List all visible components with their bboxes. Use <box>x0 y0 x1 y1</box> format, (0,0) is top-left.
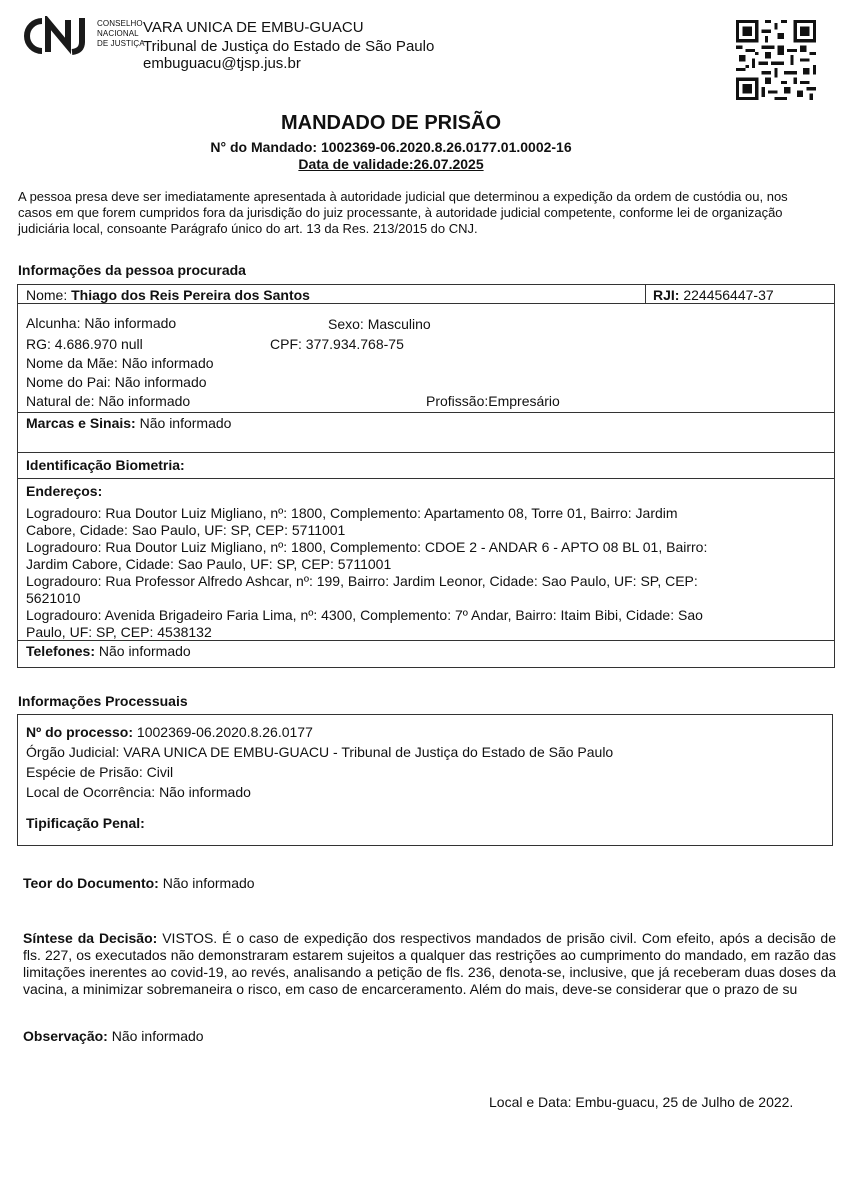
name-label: Nome: <box>26 287 68 303</box>
judicial-organ-field: Órgão Judicial: VARA UNICA DE EMBU-GUACU - Tribunal de Justiça do Estado de São Paulo <box>26 744 614 760</box>
observation-value: Não informado <box>111 1028 204 1044</box>
intro-paragraph: A pessoa presa deve ser imediatamente apresentada à autoridade judicial que determinou a expedição da ordem de custódia ou, nos casos em que forem cumpridos fora da jurisdição do juiz processante, à autoridade judicial competente, conforme lei de organização judiciária local, consoante Parágrafo único do art. 13 da Res. 213/2015 do CNJ. <box>18 189 788 237</box>
phones-label: Telefones: <box>26 643 95 659</box>
cnj-logo-mark <box>20 16 96 56</box>
father-field: Nome do Pai: Não informado <box>26 374 207 390</box>
mother-field: Nome da Mãe: Não informado <box>26 355 214 371</box>
warrant-number-label: N° do Mandado: <box>210 139 318 155</box>
profession-field: Profissão:Empresário <box>426 393 560 409</box>
penal-typification-label: Tipificação Penal: <box>26 815 145 831</box>
logo-subtitle-3: DE JUSTIÇA <box>97 39 145 48</box>
address-item: Logradouro: Rua Doutor Luiz Migliano, nº: 1800, Complemento: CDOE 2 - ANDAR 6 - APTO 08 BL 01, Bairro: Jardim Cabore, Cidade: Sao Paulo, UF: SP, CEP: 5711001 <box>26 539 708 572</box>
decision-summary <box>23 930 836 998</box>
phones-field <box>26 643 191 659</box>
place-and-date: Local e Data: Embu-guacu, 25 de Julho de 2022. <box>489 1094 794 1110</box>
person-section-title: Informações da pessoa procurada <box>18 262 246 278</box>
marks-label: Marcas e Sinais: <box>26 415 136 431</box>
rg-field: RG: 4.686.970 null <box>26 336 143 352</box>
marks-value: Não informado <box>139 415 232 431</box>
validity-text <box>298 156 483 172</box>
divider <box>645 284 646 304</box>
observation-field <box>23 1028 204 1044</box>
address-list <box>26 505 826 641</box>
observation-label: Observação: <box>23 1028 108 1044</box>
person-name-field <box>26 287 310 303</box>
validity-date: 26.07.2025 <box>413 156 484 172</box>
sintese-text: VISTOS. É o caso de expedição dos respectivos mandados de prisão civil. Com efeito, após a decisão de fls. 227, os executados não demonstraram estarem sujeitos a qualquer das restrições ao cumprimento do mandado, em razão das limitações inerentes ao covid-19, ao revés, analisando a petição de fls. 236, denota-se, inclusive, que já receberam duas doses da vacina, a minimizar sobremaneira o risco, em caso de encarceramento. Além do mais, deve-se considerar que o prazo de su <box>23 930 836 997</box>
biometrics-label: Identificação Biometria: <box>26 457 185 473</box>
warrant-number: 1002369-06.2020.8.26.0177.01.0002-16 <box>320 139 572 155</box>
validity-line <box>0 156 782 172</box>
occurrence-location-field: Local de Ocorrência: Não informado <box>26 784 251 800</box>
cpf-field: CPF: 377.934.768-75 <box>270 336 404 352</box>
person-name: Thiago dos Reis Pereira dos Santos <box>71 287 310 303</box>
court-email: embuguacu@tjsp.jus.br <box>143 55 301 72</box>
cnj-logo <box>20 16 145 56</box>
rji-label: RJI: <box>653 287 680 303</box>
process-section-title: Informações Processuais <box>18 693 188 709</box>
phones-value: Não informado <box>98 643 191 659</box>
teor-value: Não informado <box>162 875 255 891</box>
divider <box>17 412 835 413</box>
validity-label: Data de validade: <box>298 156 414 172</box>
teor-label: Teor do Documento: <box>23 875 159 891</box>
process-number: 1002369-06.2020.8.26.0177 <box>136 724 313 740</box>
logo-subtitle-2: NACIONAL <box>97 29 139 38</box>
sintese-label: Síntese da Decisão: <box>23 930 158 946</box>
sex-field: Sexo: Masculino <box>328 316 431 332</box>
addresses-label: Endereços: <box>26 483 103 499</box>
rji-field <box>653 287 774 303</box>
logo-subtitle-1: CONSELHO <box>97 19 143 28</box>
divider <box>17 478 835 479</box>
marks-field <box>26 415 231 431</box>
divider <box>17 303 835 304</box>
address-item: Logradouro: Avenida Brigadeiro Faria Lima, nº: 4300, Complemento: 7º Andar, Bairro: Itaim Bibi, Cidade: Sao Paulo, UF: SP, CEP: 4538132 <box>26 607 703 640</box>
document-content-field <box>23 875 255 891</box>
address-item: Logradouro: Rua Professor Alfredo Ashcar, nº: 199, Bairro: Jardim Leonor, Cidade: Sao Paulo, UF: SP, CEP: 5621010 <box>26 573 698 606</box>
arrest-type-field: Espécie de Prisão: Civil <box>26 764 174 780</box>
court-name: VARA UNICA DE EMBU-GUACU <box>143 19 364 36</box>
tribunal-name: Tribunal de Justiça do Estado de São Paulo <box>143 38 435 55</box>
process-number-label: Nº do processo: <box>26 724 134 740</box>
alias-field: Alcunha: Não informado <box>26 315 177 331</box>
qr-code-icon <box>736 20 816 100</box>
warrant-number-line <box>0 139 782 155</box>
rji-value: 224456447-37 <box>683 287 774 303</box>
document-title: MANDADO DE PRISÃO <box>280 112 501 134</box>
address-item: Logradouro: Rua Doutor Luiz Migliano, nº: 1800, Complemento: Apartamento 08, Torre 01, Bairro: Jardim Cabore, Cidade: Sao Paulo, UF: SP, CEP: 5711001 <box>26 505 678 538</box>
divider <box>17 452 835 453</box>
process-number-field <box>26 724 313 740</box>
birthplace-field: Natural de: Não informado <box>26 393 191 409</box>
